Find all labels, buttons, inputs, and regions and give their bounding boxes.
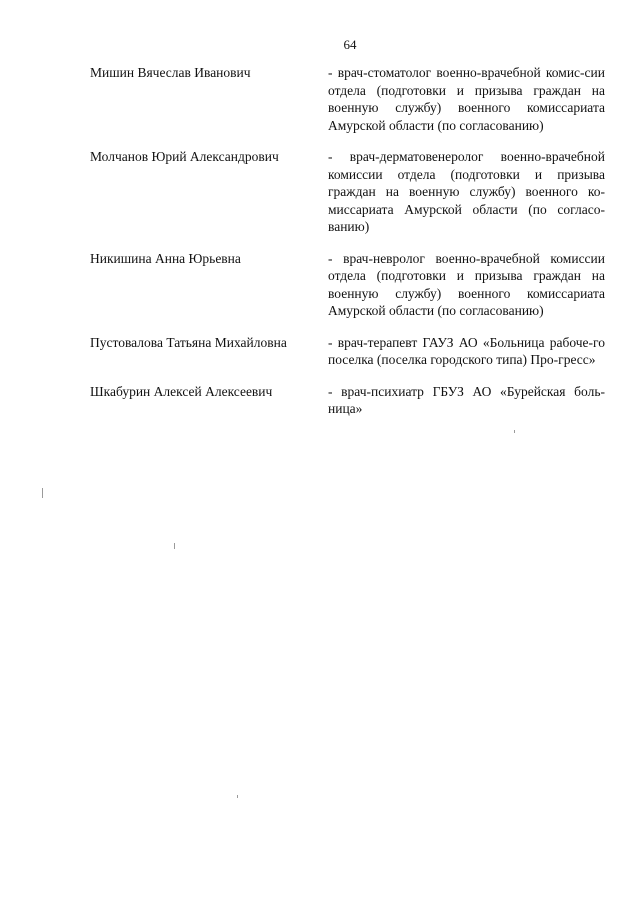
member-entry [90, 383, 605, 418]
member-entry [90, 334, 605, 369]
member-name: Никишина Анна Юрьевна [90, 250, 241, 266]
member-entry [90, 64, 605, 134]
member-role: - врач-терапевт ГАУЗ АО «Больница рабоче-го поселка (поселка городского типа) Про-гресс» [328, 334, 605, 367]
scan-speck [174, 543, 175, 549]
page-number: 64 [343, 37, 357, 52]
scan-speck [514, 430, 515, 433]
commission-member-list [90, 64, 605, 418]
scan-speck [237, 795, 238, 798]
member-role: - врач-психиатр ГБУЗ АО «Бурейская боль-ница» [328, 383, 605, 416]
member-role: - врач-стоматолог военно-врачебной комис-сии отдела (подготовки и призыва граждан на военную службу) военного комиссариата Амурской области (по согласованию) [328, 65, 605, 133]
member-role: - врач-дерматовенеролог военно-врачебной комиссии отдела (подготовки и призыва граждан на военную службу) военного ко-миссариата Амурской области (по согласо-ванию) [328, 149, 605, 234]
member-name: Шкабурин Алексей Алексеевич [90, 383, 273, 399]
member-entry [90, 250, 605, 320]
member-name: Молчанов Юрий Александрович [90, 149, 279, 164]
member-entry [90, 148, 605, 236]
member-name: Мишин Вячеслав Иванович [90, 65, 251, 80]
member-name: Пустовалова Татьяна Михайловна [90, 334, 287, 350]
scan-speck [42, 488, 43, 498]
member-role: - врач-невролог военно-врачебной комиссии отдела (подготовки и призыва граждан на военную службу) военного комиссариата Амурской области (по согласованию) [328, 250, 605, 318]
